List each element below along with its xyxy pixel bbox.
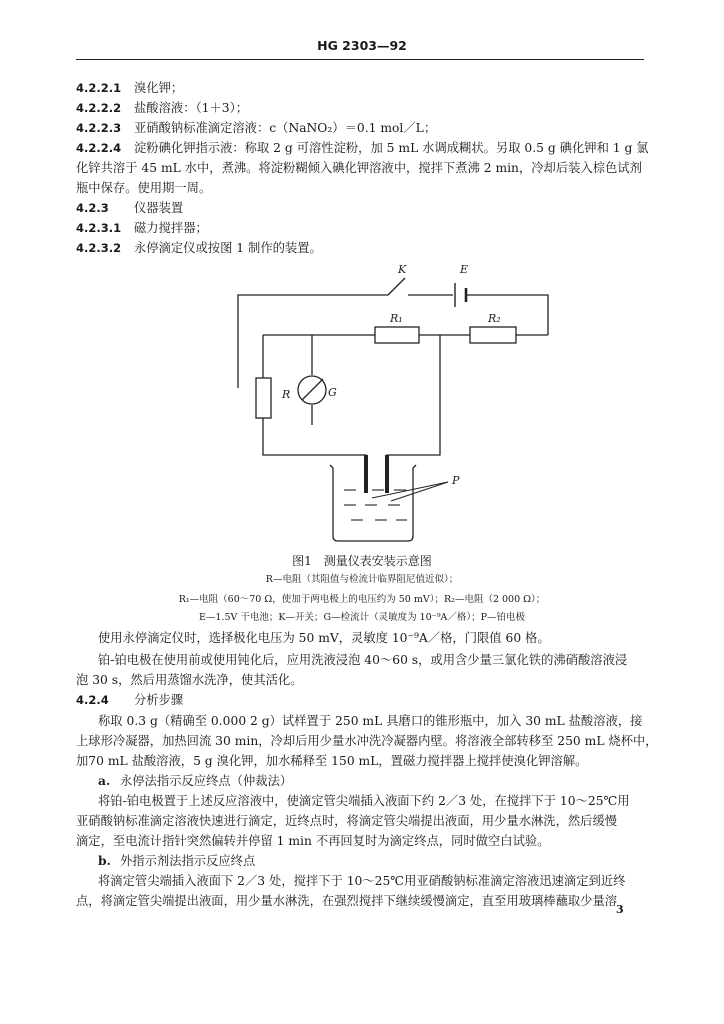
figure-legend-line: E—1.5V 干电池；K—开关；G—检流计（灵敏度为 10⁻⁹A／格）；P—铂电极: [198, 612, 526, 623]
clause-text: 永停滴定仪或按图 1 制作的装置。: [134, 241, 322, 255]
label-e: E: [460, 263, 469, 276]
clause-number: 4.2.2.3: [76, 121, 122, 135]
solution-level: [344, 490, 407, 520]
galvanometer-needle: [302, 379, 323, 400]
label-r: R: [282, 388, 291, 401]
figure-legend-line: R₁—电阻（60～70 Ω，使加于两电极上的电压约为 50 mV）；R₂—电阻（2 000 Ω）；: [178, 594, 546, 605]
method-mark: b.: [98, 853, 111, 868]
method-title: 外指示剂法指示反应终点: [120, 854, 256, 868]
paragraph-line: 将铂-铂电极置于上述反应溶液中，使滴定管尖端插入液面下约 2／3 处，在搅拌下于 10～25℃用: [98, 794, 630, 808]
method-mark: a.: [98, 773, 111, 788]
paragraph-line: 瓶中保存。使用期一周。: [76, 181, 212, 195]
clause-number: 4.2.2.1: [76, 81, 122, 95]
paragraph-line: 铂-铂电极在使用前或使用钝化后，应用洗液浸泡 40～60 s，或用含少量三氯化铁的沸硝酸溶液浸: [98, 653, 628, 667]
label-r1: R₁: [390, 312, 403, 325]
paragraph-line: 亚硝酸钠标准滴定溶液快速进行滴定，近终点时，将滴定管尖端提出液面，用少量水淋洗，然后缓慢: [76, 814, 618, 828]
paragraph-line: 上球形冷凝器，加热回流 30 min，冷却后用少量水冲洗冷凝器内壁。将溶液全部转移至 250 mL 烧杯中，: [76, 734, 658, 748]
electrode-left: [364, 455, 368, 493]
method-heading: [98, 851, 644, 871]
paragraph-line: 将滴定管尖端插入液面下 2／3 处，搅拌下于 10～25℃用亚硝酸钠标准滴定溶液迅速滴定到近终: [98, 874, 626, 888]
clause-number: 4.2.4: [76, 693, 109, 707]
section-heading: [76, 690, 644, 710]
paragraph-line: 使用永停滴定仪时，选择极化电压为 50 mV，灵敏度 10⁻⁹A／格，门限值 60 格。: [98, 631, 550, 645]
label-r2: R₂: [488, 312, 501, 325]
pointer-p-2: [391, 482, 448, 501]
document-code: HG 2303—92: [317, 38, 407, 53]
section-title: 分析步骤: [134, 693, 184, 707]
clause-number: 4.2.3.2: [76, 241, 122, 255]
wire-top: [238, 295, 388, 388]
section-title: 仪器装置: [134, 201, 184, 215]
paragraph-line: 滴定，至电流计指针突然偏转并停留 1 min 不再回复时为滴定终点，同时做空白试验。: [76, 834, 550, 848]
method-heading: [98, 771, 644, 791]
paragraph-line: 化锌共溶于 45 mL 水中，煮沸。将淀粉糊倾入碘化钾溶液中，搅拌下煮沸 2 min，冷却后装入棕色试剂: [76, 161, 642, 175]
label-k: K: [398, 263, 407, 276]
method-title: 永停法指示反应终点（仲裁法）: [120, 774, 293, 788]
page-number: 3: [616, 903, 624, 916]
clause-text: 盐酸溶液：（1＋3）；: [134, 101, 249, 115]
switch-k-icon: [388, 278, 405, 295]
clause-text: 溴化钾；: [134, 81, 184, 95]
clause-number: 4.2.2.2: [76, 101, 122, 115]
figure-caption: 图1 测量仪表安装示意图: [292, 554, 432, 568]
paragraph-line: 加70 mL 盐酸溶液，5 g 溴化钾，加水稀释至 150 mL，置磁力搅拌器上搅拌使溴化钾溶解。: [76, 754, 588, 768]
clause-text: 淀粉碘化钾指示液：称取 2 g 可溶性淀粉，加 5 mL 水调成糊状。另取 0.5 g 碘化钾和 1 g 氯: [134, 141, 649, 155]
label-g: G: [328, 386, 337, 399]
wire-r-bottom: [263, 418, 366, 492]
figure-legend-line: R—电阻（其阻值与检流计临界阻尼值近似）；: [265, 574, 459, 585]
label-p: P: [452, 474, 460, 487]
resistor-r2: [470, 327, 516, 343]
resistor-r1: [375, 327, 419, 343]
paragraph-line: 点，将滴定管尖端提出液面，用少量水淋洗，在强烈搅拌下继续缓慢滴定，直至用玻璃棒蘸取少量溶: [76, 894, 618, 908]
electrode-right: [385, 455, 389, 493]
clause-text: 磁力搅拌器；: [134, 221, 208, 235]
clause-number: 4.2.2.4: [76, 141, 122, 155]
paragraph-line: 泡 30 s，然后用蒸馏水洗净，使其活化。: [76, 673, 303, 687]
clause-number: 4.2.3: [76, 201, 109, 215]
clause-text: 亚硝酸钠标准滴定溶液：c（NaNO₂）＝0.1 mol／L；: [134, 121, 437, 135]
resistor-r: [256, 378, 271, 418]
beaker-icon: [330, 465, 416, 541]
paragraph-line: 称取 0.3 g（精确至 0.000 2 g）试样置于 250 mL 具磨口的锥形瓶中，加入 30 mL 盐酸溶液，接: [98, 714, 643, 728]
clause-number: 4.2.3.1: [76, 221, 122, 235]
wire-top-end: [466, 295, 548, 335]
